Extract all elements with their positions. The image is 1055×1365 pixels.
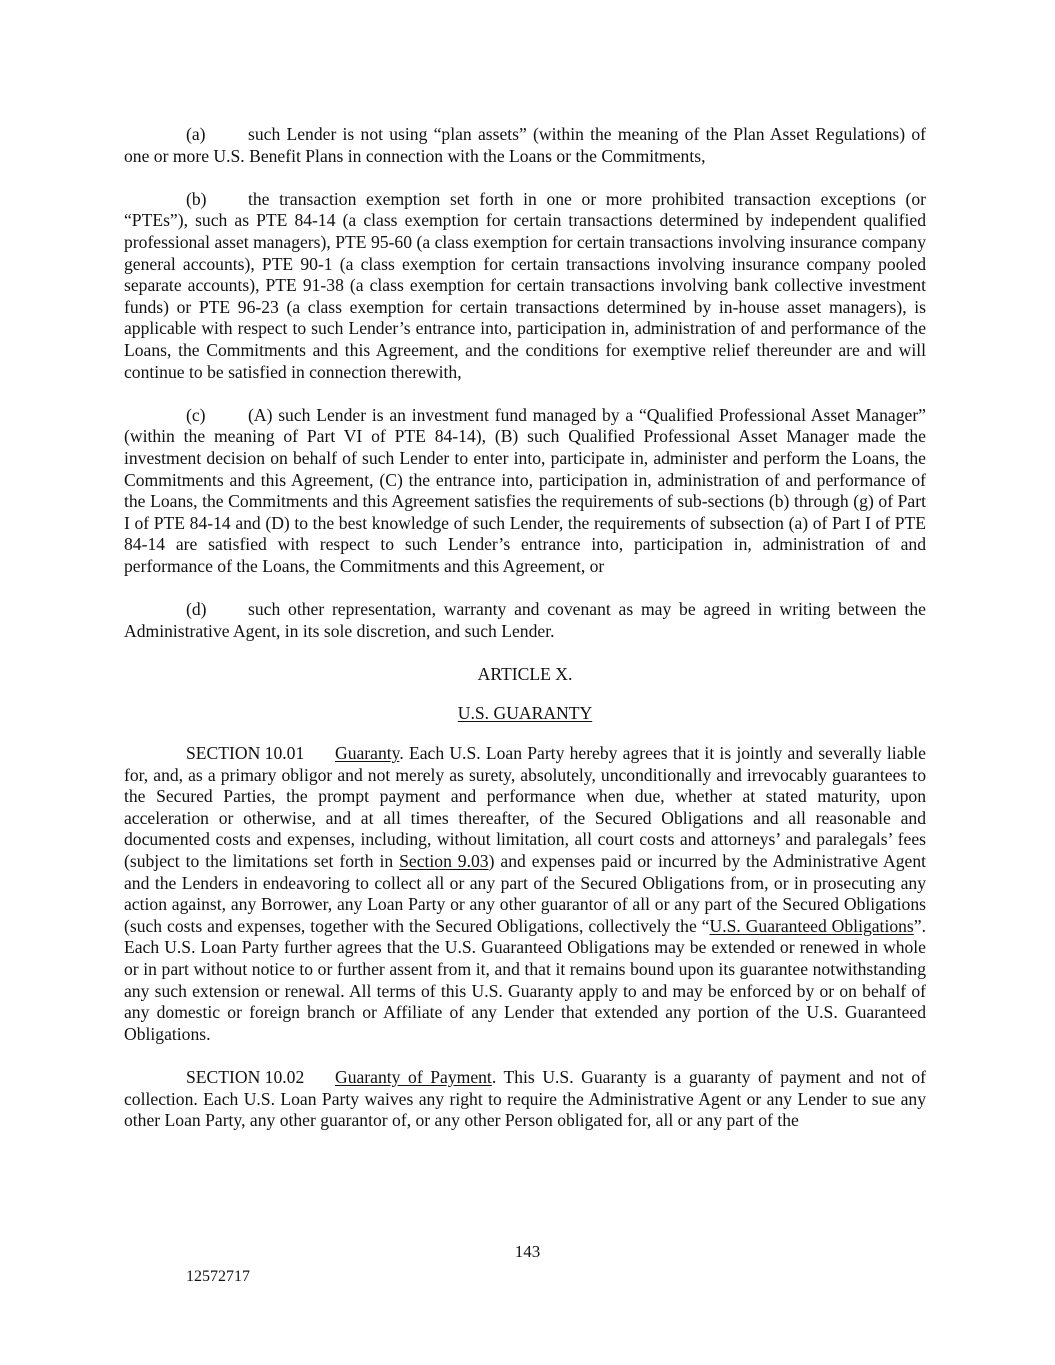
article-title-line — [124, 703, 926, 725]
section-heading: Guaranty — [335, 743, 400, 764]
paragraph-c — [124, 405, 926, 578]
section-10-02 — [124, 1067, 926, 1132]
page-number: 143 — [514, 1242, 541, 1261]
paragraph-d — [124, 599, 926, 642]
section-heading: Guaranty of Payment — [335, 1066, 492, 1087]
section-cross-reference: Section 9.03 — [399, 851, 489, 871]
section-text: ) and expenses paid or incurred by the Administrative Agent and the Lenders in endeavoring to collect all or any part of the Secured Obligations from, or in prosecuting any action against, any Borrower, any Loan Party or any other guarantor of all or any part of the Secured Obligations (such costs and expenses, together with the Secured Obligations, collectively the “ — [124, 851, 926, 936]
section-text: ”. Each U.S. Loan Party further agrees that the U.S. Guaranteed Obligations may be extended or renewed in whole or in part without notice to or further assent from it, and that it remains bound upon its guarantee notwithstanding any such extension or renewal. All terms of this U.S. Guaranty apply to and may be enforced by or on behalf of any domestic or foreign branch or Affiliate of any Lender that extended any portion of the U.S. Guaranteed Obligations. — [124, 915, 926, 1044]
section-text: . This U.S. Guaranty is a guaranty of payment and not of collection. Each U.S. Loan Party waives any right to require the Administrative Agent or any Lender to sue any other Loan Party, any other guarantor of, or any other Person obligated for, all or any part of the — [124, 1066, 927, 1131]
document-body — [124, 124, 926, 1153]
paragraph-text: (A) such Lender is an investment fund managed by a “Qualified Professional Asset Manager” (within the meaning of Part VI of PTE 84-14), (B) such Qualified Professional Asset Manager made the investment decision on behalf of such Lender to enter into, participate in, administer and perform the Loans, the Commitments and this Agreement, (C) the entrance into, participation in, administration of and performance of the Loans, the Commitments and this Agreement satisfies the requirements of sub-sections (b) through (g) of Part I of PTE 84-14 and (D) to the best knowledge of such Lender, the requirements of subsection (a) of Part I of PTE 84-14 are satisfied with respect to such Lender’s entrance into, participation in, administration of and performance of the Loans, the Commitments and this Agreement, or — [124, 404, 926, 576]
article-title: U.S. GUARANTY — [457, 703, 593, 724]
paragraph-a — [124, 124, 926, 167]
paragraph-label: (c) — [186, 404, 206, 425]
article-number: ARTICLE X. — [477, 663, 573, 684]
section-text: . Each U.S. Loan Party hereby agrees that it is jointly and severally liable for, and, as a primary obligor and not merely as surety, absolutely, unconditionally and irrevocably guarantees to the Secured Parties, the prompt payment and performance when due, whether at stated maturity, upon acceleration or otherwise, and at all times thereafter, of the Secured Obligations and all reasonable and documented costs and expenses, including, without limitation, all court costs and attorneys’ and paralegals’ fees (subject to the limitations set forth in — [124, 743, 926, 871]
section-number: SECTION 10.02 — [186, 1066, 305, 1087]
paragraph-b — [124, 189, 926, 383]
paragraph-text: the transaction exemption set forth in one or more prohibited transaction exceptions (or “PTEs”), such as PTE 84-14 (a class exemption for certain transactions determined by independent qualified professional asset managers), PTE 95-60 (a class exemption for certain transactions involving insurance company general accounts), PTE 90-1 (a class exemption for certain transactions involving insurance company pooled separate accounts), PTE 91-38 (a class exemption for certain transactions involving bank collective investment funds) or PTE 96-23 (a class exemption for certain transactions determined by in-house asset managers), is applicable with respect to such Lender’s entrance into, participation in, administration of and performance of the Loans, the Commitments and this Agreement, and the conditions for exemptive relief thereunder are and will continue to be satisfied in connection therewith, — [124, 188, 926, 382]
paragraph-text: such other representation, warranty and covenant as may be agreed in writing between the Administrative Agent, in its sole discretion, and such Lender. — [124, 599, 926, 641]
section-10-01 — [124, 743, 926, 1045]
document-id: 12572717 — [186, 1268, 250, 1285]
paragraph-label: (b) — [186, 188, 207, 209]
paragraph-label: (d) — [186, 599, 207, 620]
paragraph-label: (a) — [186, 124, 206, 144]
defined-term: U.S. Guaranteed Obligations — [709, 915, 914, 936]
paragraph-text: such Lender is not using “plan assets” (within the meaning of the Plan Asset Regulations) of one or more U.S. Benefit Plans in connection with the Loans or the Commitments, — [124, 124, 926, 166]
section-number: SECTION 10.01 — [186, 743, 305, 764]
